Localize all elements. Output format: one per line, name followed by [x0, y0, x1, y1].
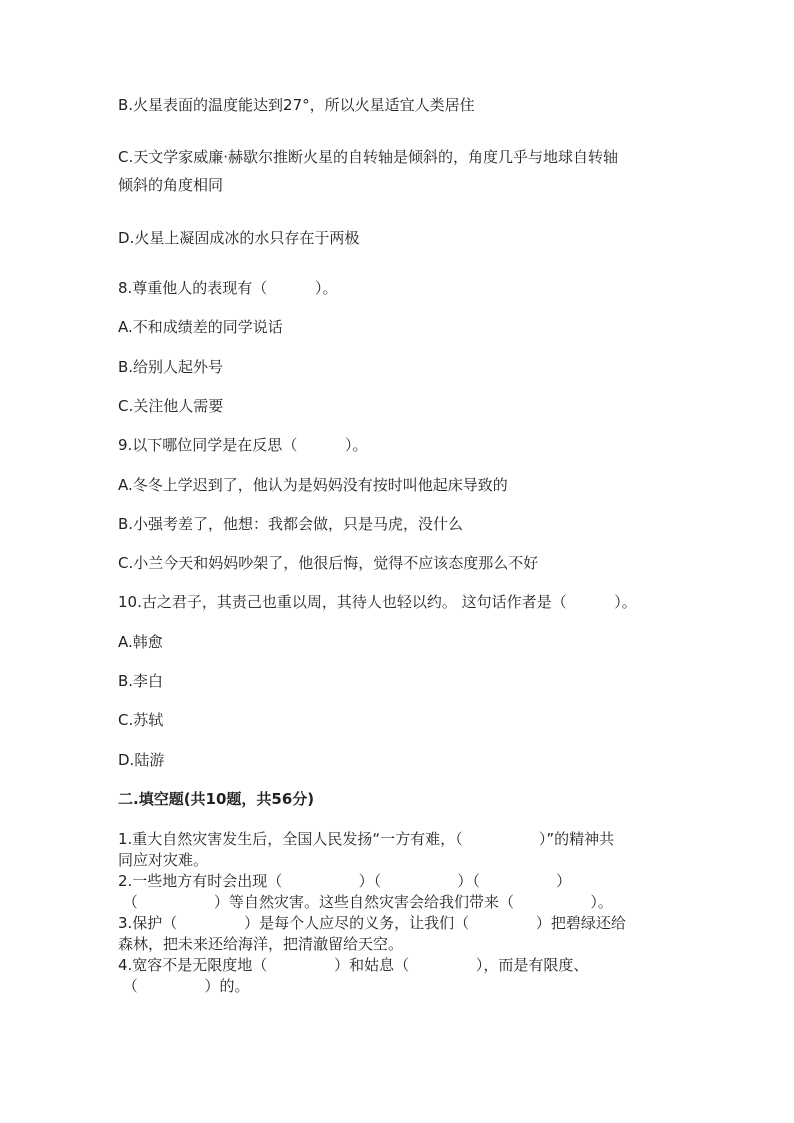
- question-9-option-b: B.小强考差了，他想：我都会做，只是马虎，没什么: [118, 515, 464, 533]
- option-d-mars-ice: D.火星上凝固成冰的水只存在于两极: [118, 229, 360, 247]
- question-8-option-b: B.给别人起外号: [118, 358, 224, 376]
- question-9-option-a: A.冬冬上学迟到了，他认为是妈妈没有按时叫他起床导致的: [118, 476, 508, 494]
- question-9-option-c: C.小兰今天和妈妈吵架了，他很后悔，觉得不应该态度那么不好: [118, 554, 539, 572]
- question-10-option-d: D.陆游: [118, 751, 165, 769]
- question-9-stem: 9.以下哪位同学是在反思（ ）。: [118, 436, 368, 454]
- fill-question-1-line-1: 1.重大自然灾害发生后，全国人民发扬“一方有难，（ ）”的精神共: [118, 830, 615, 848]
- option-c-mars-axis: C.天文学家威廉·赫歇尔推断火星的自转轴是倾斜的，角度几乎与地球自转轴: [118, 148, 619, 166]
- question-8-option-c: C.关注他人需要: [118, 397, 224, 415]
- fill-question-3-line-2: 森林，把未来还给海洋，把清澈留给天空。: [118, 935, 404, 953]
- fill-question-2-line-1: 2.一些地方有时会出现（ ）（ ）（ ）: [118, 872, 572, 890]
- question-10-option-b: B.李白: [118, 672, 164, 690]
- fill-question-1-line-2: 同应对灾难。: [118, 851, 209, 869]
- fill-question-2-line-2: （ ）等自然灾害。这些自然灾害会给我们带来（ ）。: [118, 893, 613, 911]
- section-title-fill-in: 二.填空题(共10题，共56分): [118, 790, 315, 808]
- option-b-mars-temperature: B.火星表面的温度能达到27°，所以火星适宜人类居住: [118, 96, 475, 114]
- question-8-stem: 8.尊重他人的表现有（ ）。: [118, 279, 338, 297]
- question-10-option-a: A.韩愈: [118, 633, 163, 651]
- option-c-mars-axis-cont: 倾斜的角度相同: [118, 176, 224, 194]
- question-10-option-c: C.苏轼: [118, 711, 164, 729]
- question-10-stem: 10.古之君子，其责己也重以周，其待人也轻以约。 这句话作者是（ ）。: [118, 593, 637, 611]
- fill-question-4-line-1: 4.宽容不是无限度地（ ）和姑息（ ），而是有限度、: [118, 956, 589, 974]
- question-8-option-a: A.不和成绩差的同学说话: [118, 318, 283, 336]
- fill-question-3-line-1: 3.保护（ ）是每个人应尽的义务，让我们（ ）把碧绿还给: [118, 914, 626, 932]
- fill-question-4-line-2: （ ）的。: [118, 977, 250, 995]
